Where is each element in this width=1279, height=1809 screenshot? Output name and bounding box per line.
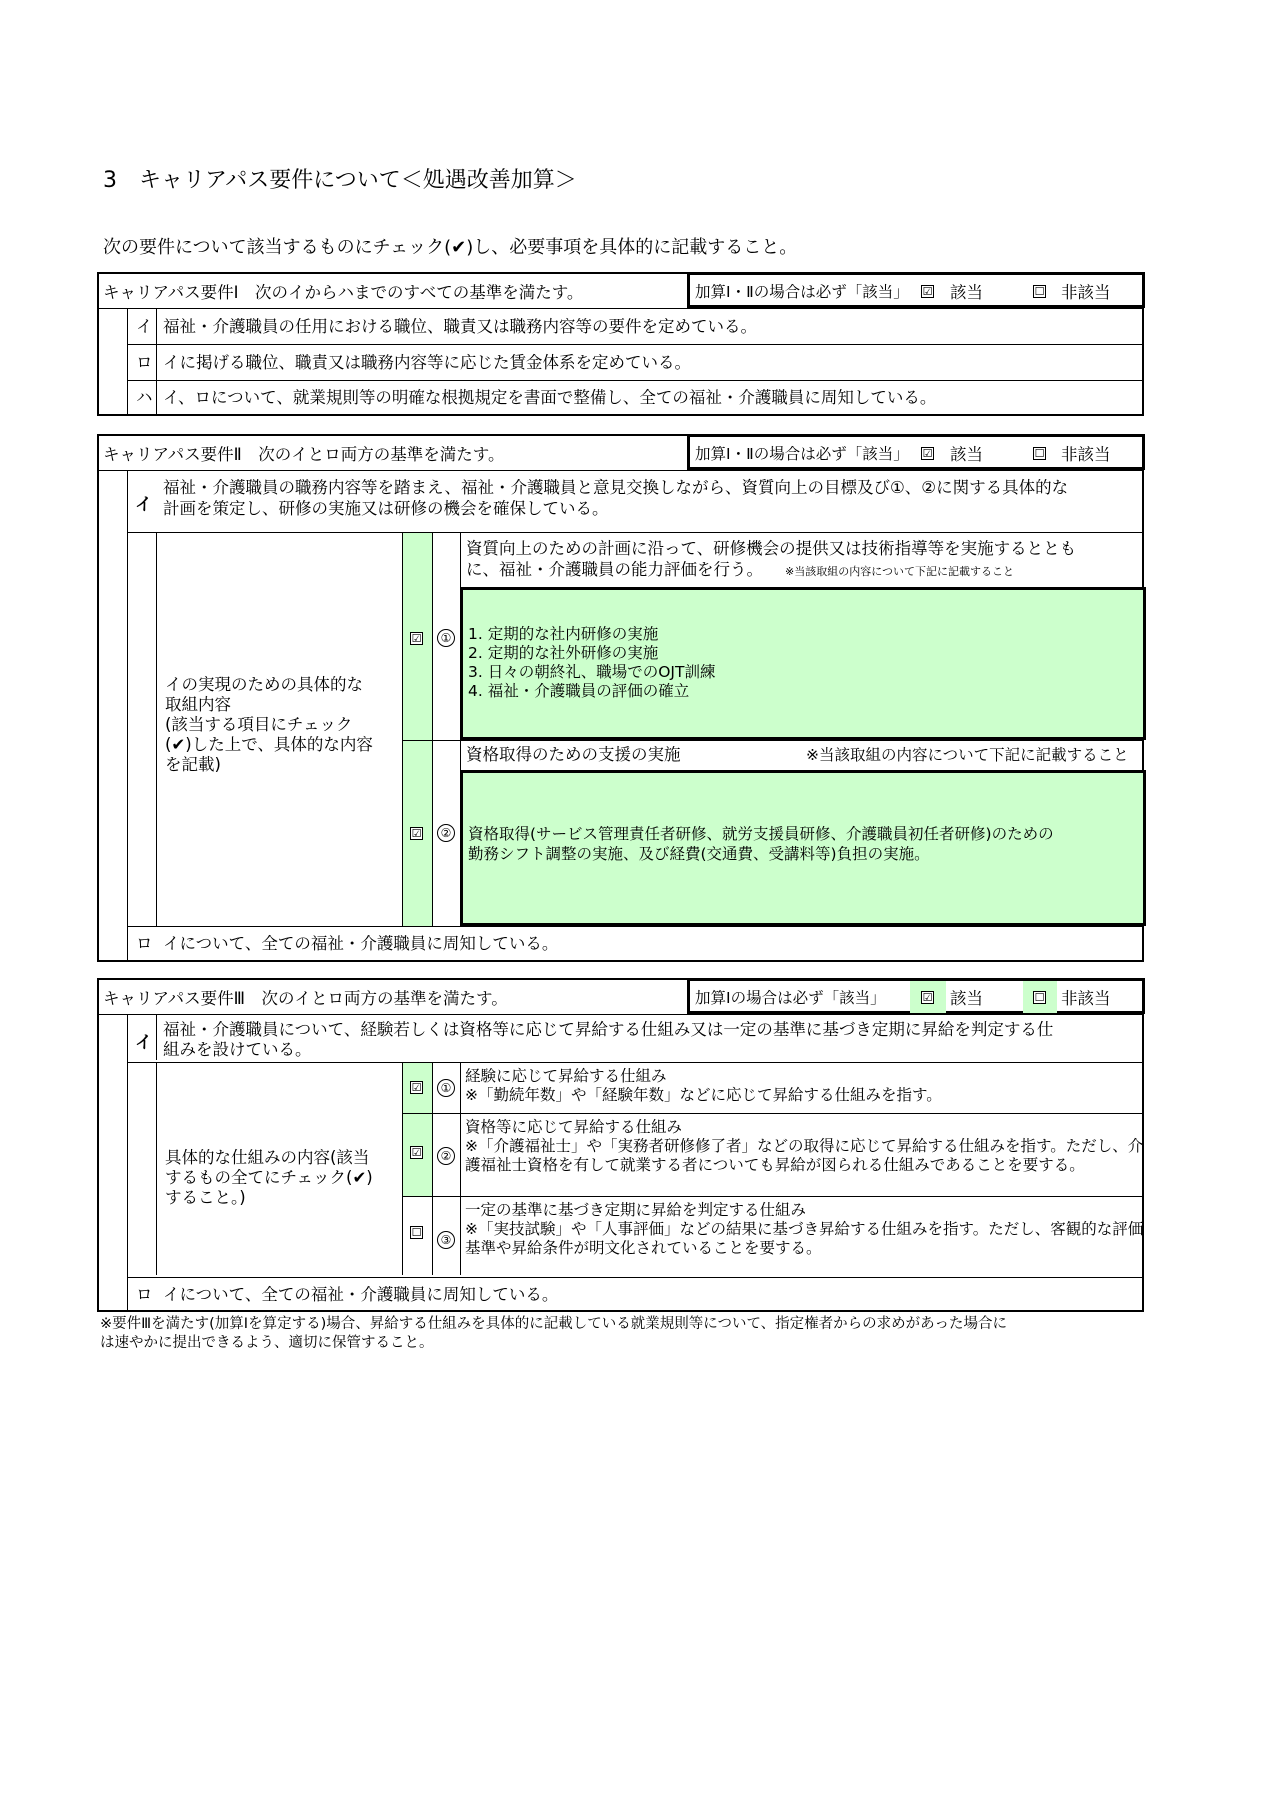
- req3-not-applicable-checkbox[interactable]: ☐: [1034, 991, 1045, 1004]
- req3-title: キャリアパス要件Ⅲ 次のイとロ両方の基準を満たす。: [103, 989, 508, 1008]
- req3-opt3-line3: 基準や昇給条件が明文化されていることを要する。: [465, 1239, 822, 1257]
- req3-opt2-line2: ※「介護福祉士」や「実務者研修修了者」などの取得に応じて昇給する仕組みを指す。ただし、介: [465, 1137, 1144, 1155]
- req3-ro-mark: ロ: [136, 1285, 153, 1304]
- req2-opt2-number: ②: [437, 824, 455, 842]
- req3-condition: 加算Ⅰの場合は必ず「該当」: [695, 989, 886, 1007]
- req2-opt2-checkbox[interactable]: ☑: [411, 827, 422, 840]
- requirement-1-table: [97, 272, 1144, 416]
- req3-opt3-number: ③: [437, 1231, 455, 1249]
- req2-opt1-detail: 4. 福祉・介護職員の評価の確立: [468, 682, 690, 700]
- req2-title: キャリアパス要件Ⅱ 次のイとロ両方の基準を満たす。: [103, 445, 505, 464]
- req3-i-line2: 組みを設けている。: [163, 1040, 312, 1059]
- req2-opt2-title: 資格取得のための支援の実施: [466, 745, 681, 764]
- req2-applicable-checkbox[interactable]: ☑: [922, 447, 933, 460]
- req2-opt1-details-box: [460, 587, 1146, 740]
- req1-item-text: 福祉・介護職員の任用における職位、職責又は職務内容等の要件を定めている。: [163, 317, 757, 336]
- footnote-line: は速やかに提出できるよう、適切に保管すること。: [100, 1335, 434, 1351]
- req1-title: キャリアパス要件Ⅰ 次のイからハまでのすべての基準を満たす。: [103, 283, 584, 302]
- req3-i-mark: イ: [135, 1033, 152, 1053]
- req2-opt1-detail: 3. 日々の朝終礼、職場でのOJT訓練: [468, 663, 716, 681]
- req2-opt2-detail: 勤務シフト調整の実施、及び経費(交通費、受講料等)負担の実施。: [468, 845, 930, 863]
- req2-opt2-detail: 資格取得(サービス管理責任者研修、就労支援員研修、介護職員初任者研修)のための: [468, 825, 1054, 843]
- req2-opt1-line1: 資質向上のための計画に沿って、研修機会の提供又は技術指導等を実施するととも: [466, 539, 1077, 558]
- req2-checkbox-column: [402, 533, 432, 926]
- req1-not-applicable-checkbox[interactable]: ☐: [1034, 285, 1045, 298]
- req1-item-mark: ロ: [136, 353, 153, 372]
- req2-opt1-checkbox[interactable]: ☑: [411, 632, 422, 645]
- req2-left-label: (✔)した上で、具体的な内容: [165, 735, 373, 754]
- req2-left-label: イの実現のための具体的な: [165, 675, 363, 694]
- req2-applicable-label: 該当: [950, 445, 983, 464]
- req2-not-applicable-label: 非該当: [1061, 445, 1111, 464]
- req3-opt3-checkbox[interactable]: ☐: [411, 1226, 422, 1239]
- req3-opt2-line3: 護福祉士資格を有して就業する者についても昇給が図られる仕組みであることを要する。: [465, 1156, 1085, 1174]
- req3-opt1-number: ①: [437, 1079, 455, 1097]
- req2-opt1-number: ①: [437, 629, 455, 647]
- req3-opt3-line1: 一定の基準に基づき定期に昇給を判定する仕組み: [465, 1201, 807, 1219]
- req2-opt1-detail: 2. 定期的な社外研修の実施: [468, 644, 659, 662]
- requirement-3-table: [97, 978, 1144, 1312]
- req3-left-label: 具体的な仕組みの内容(該当: [165, 1148, 370, 1167]
- req1-condition: 加算Ⅰ・Ⅱの場合は必ず「該当」: [695, 283, 909, 301]
- req2-i-line1: 福祉・介護職員の職務内容等を踏まえ、福祉・介護職員と意見交換しながら、資質向上の目標及び①、②に関する具体的な: [163, 478, 1069, 497]
- req2-not-applicable-checkbox[interactable]: ☐: [1034, 447, 1045, 460]
- req3-opt1-line2: ※「勤続年数」や「経験年数」などに応じて昇給する仕組みを指す。: [465, 1086, 942, 1104]
- req1-item-mark: ハ: [136, 388, 153, 407]
- req2-opt2-details-box: [460, 770, 1146, 926]
- req3-opt2-checkbox[interactable]: ☑: [411, 1146, 422, 1159]
- req2-i-mark: イ: [135, 495, 152, 515]
- req1-not-applicable-label: 非該当: [1061, 283, 1111, 302]
- req2-opt1-line2: に、福祉・介護職員の能力評価を行う。: [466, 560, 763, 579]
- req3-ro-text: イについて、全ての福祉・介護職員に周知している。: [163, 1285, 559, 1304]
- req3-opt1-checkbox[interactable]: ☑: [411, 1081, 422, 1094]
- req2-opt2-note: ※当該取組の内容について下記に記載すること: [806, 746, 1129, 764]
- req1-item-text: イに掲げる職位、職責又は職務内容等に応じた賃金体系を定めている。: [163, 353, 691, 372]
- req3-applicable-label: 該当: [950, 989, 983, 1008]
- req2-ro-text: イについて、全ての福祉・介護職員に周知している。: [163, 934, 559, 953]
- req3-opt1-line1: 経験に応じて昇給する仕組み: [465, 1067, 667, 1085]
- req1-item-text: イ、ロについて、就業規則等の明確な根拠規定を書面で整備し、全ての福祉・介護職員に周知している。: [163, 388, 937, 407]
- req3-opt2-number: ②: [437, 1147, 455, 1165]
- req2-opt1-note: ※当該取組の内容について下記に記載すること: [785, 565, 1014, 578]
- req3-opt3-line2: ※「実技試験」や「人事評価」などの結果に基づき昇給する仕組みを指す。ただし、客観的な評価: [465, 1220, 1144, 1238]
- req2-left-label: 取組内容: [165, 695, 231, 714]
- req3-opt2-line1: 資格等に応じて昇給する仕組み: [465, 1118, 683, 1136]
- req1-applicable-checkbox[interactable]: ☑: [922, 285, 933, 298]
- req2-opt1-detail: 1. 定期的な社内研修の実施: [468, 625, 659, 643]
- req1-applicable-label: 該当: [950, 283, 983, 302]
- req3-not-applicable-label: 非該当: [1061, 989, 1111, 1008]
- req2-ro-mark: ロ: [136, 934, 153, 953]
- req3-i-line1: 福祉・介護職員について、経験若しくは資格等に応じて昇給する仕組み又は一定の基準に基づき定期に昇給を判定する仕: [163, 1020, 1054, 1039]
- req3-left-label: するもの全てにチェック(✔): [165, 1168, 373, 1187]
- req2-left-label: を記載): [165, 755, 221, 774]
- req3-applicable-checkbox[interactable]: ☑: [922, 991, 933, 1004]
- footnote-line: ※要件Ⅲを満たす(加算Ⅰを算定する)場合、昇給する仕組みを具体的に記載している就業規則等について、指定権者からの求めがあった場合に: [100, 1316, 1008, 1332]
- intro-text: 次の要件について該当するものにチェック(✔)し、必要事項を具体的に記載すること。: [103, 237, 798, 258]
- req3-left-label: すること。): [165, 1188, 246, 1207]
- req2-i-line2: 計画を策定し、研修の実施又は研修の機会を確保している。: [163, 499, 609, 518]
- req2-left-label: (該当する項目にチェック: [165, 715, 353, 734]
- requirement-2-table: [97, 434, 1144, 962]
- section-title: 3 キャリアパス要件について＜処遇改善加算＞: [103, 168, 577, 193]
- req1-item-mark: イ: [136, 317, 153, 336]
- req2-condition: 加算Ⅰ・Ⅱの場合は必ず「該当」: [695, 445, 909, 463]
